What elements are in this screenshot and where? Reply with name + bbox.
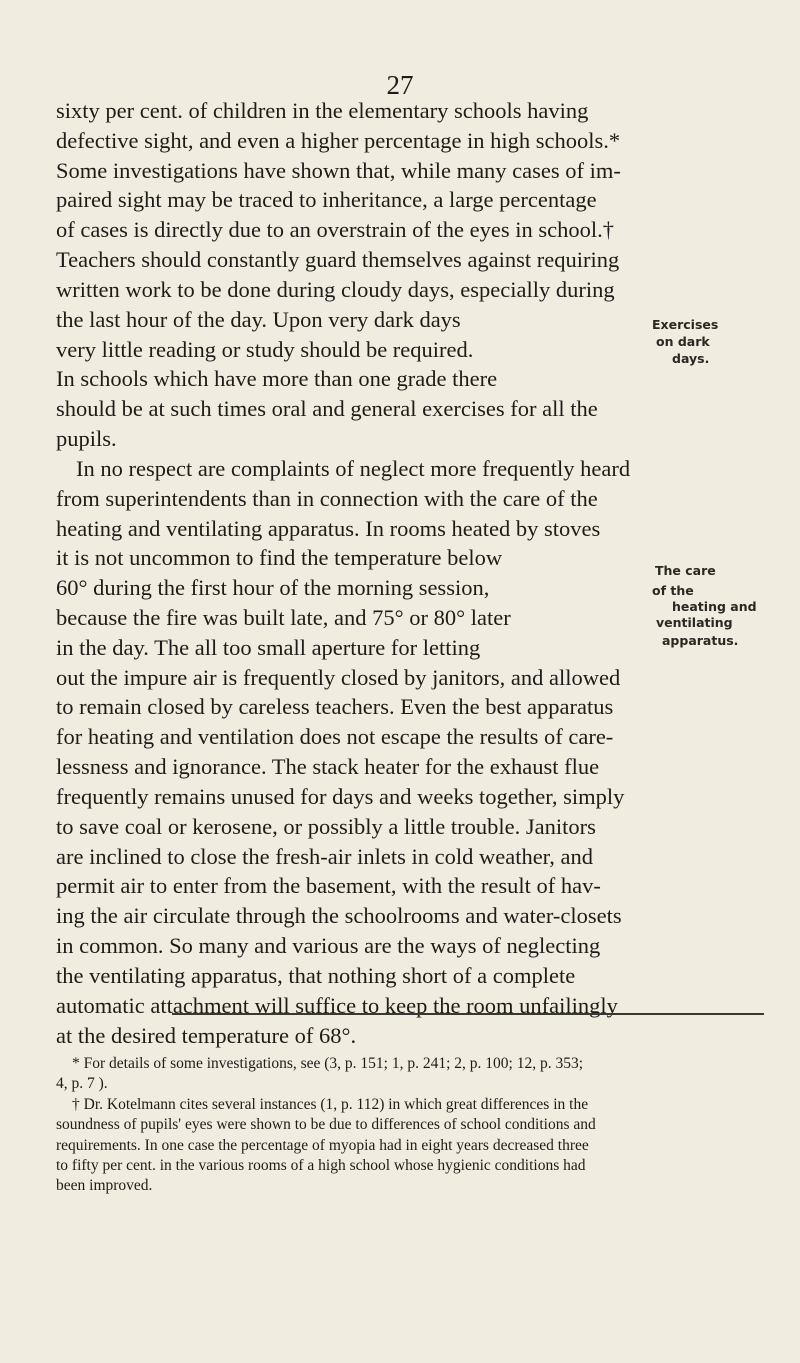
body-line: to remain closed by careless teachers. Even the best apparatus [56, 694, 614, 719]
body-line: to save coal or kerosene, or possibly a little trouble. Janitors [56, 814, 596, 839]
body-line: of cases is directly due to an overstrain of the eyes in school.† [56, 217, 614, 242]
body-line: out the impure air is frequently closed by janitors, and allowed [56, 665, 621, 690]
body-line: permit air to enter from the basement, with the result of hav- [56, 873, 601, 898]
body-line: automatic attachment will suffice to keep the room unfailingly [56, 993, 618, 1018]
footnote-separator [172, 1013, 764, 1015]
body-line: sixty per cent. of children in the elementary schools having [56, 98, 589, 123]
footnote-line: † Dr. Kotelmann cites several instances (1, p. 112) in which great differences in the [72, 1096, 589, 1113]
page-number: 27 [386, 70, 414, 100]
body-line: in the day. The all too small aperture for letting [56, 635, 481, 660]
margin-note-line: Exercises [652, 317, 719, 332]
body-line: written work to be done during cloudy days, especially during [56, 277, 615, 302]
body-line: Teachers should constantly guard themselves against requiring [56, 247, 620, 272]
body-line: because the fire was built late, and 75° or 80° later [56, 605, 511, 630]
body-line: In schools which have more than one grade there [56, 366, 498, 391]
body-line: In no respect are complaints of neglect more frequently heard [76, 456, 631, 481]
margin-note-line: heating and [672, 599, 757, 614]
footnote-line: to fifty per cent. in the various rooms of a high school whose hygienic conditions had [56, 1157, 586, 1174]
body-line: pupils. [56, 426, 117, 451]
footnote-line: soundness of pupils' eyes were shown to be due to differences of school conditions and [56, 1116, 596, 1133]
margin-note-line: ventilating [656, 615, 733, 630]
margin-note-line: on dark [656, 334, 710, 349]
body-line: Some investigations have shown that, while many cases of im- [56, 158, 621, 183]
body-line: for heating and ventilation does not escape the results of care- [56, 724, 614, 749]
margin-note-line: apparatus. [662, 633, 739, 648]
footnote-line: * For details of some investigations, see (3, p. 151; 1, p. 241; 2, p. 100; 12, p. 353; [72, 1055, 584, 1072]
body-line: should be at such times oral and general exercises for all the [56, 396, 598, 421]
margin-note-line: days. [672, 351, 710, 366]
margin-note-line: of the [652, 583, 694, 598]
margin-note-line: The care [655, 563, 716, 578]
body-line: are inclined to close the fresh-air inlets in cold weather, and [56, 844, 594, 869]
body-line: it is not uncommon to find the temperature below [56, 545, 503, 570]
body-line: in common. So many and various are the ways of neglecting [56, 933, 601, 958]
body-line: from superintendents than in connection with the care of the [56, 486, 598, 511]
body-line: the ventilating apparatus, that nothing short of a complete [56, 963, 576, 988]
footnote-line: 4, p. 7 ). [56, 1075, 108, 1092]
footnote-line: requirements. In one case the percentage of myopia had in eight years decreased three [56, 1137, 589, 1154]
body-line: the last hour of the day. Upon very dark days [56, 307, 461, 332]
body-line: ing the air circulate through the schoolrooms and water-closets [56, 903, 622, 928]
body-line: very little reading or study should be required. [56, 337, 474, 362]
body-line: frequently remains unused for days and weeks together, simply [56, 784, 625, 809]
body-line: lessness and ignorance. The stack heater for the exhaust flue [56, 754, 600, 779]
footnote-line: been improved. [56, 1177, 153, 1194]
body-line: 60° during the first hour of the morning session, [56, 575, 490, 600]
body-line: paired sight may be traced to inheritance, a large percentage [56, 187, 597, 212]
body-line: at the desired temperature of 68°. [56, 1023, 357, 1048]
body-line: defective sight, and even a higher percentage in high schools.* [56, 128, 621, 153]
body-line: heating and ventilating apparatus. In rooms heated by stoves [56, 516, 601, 541]
